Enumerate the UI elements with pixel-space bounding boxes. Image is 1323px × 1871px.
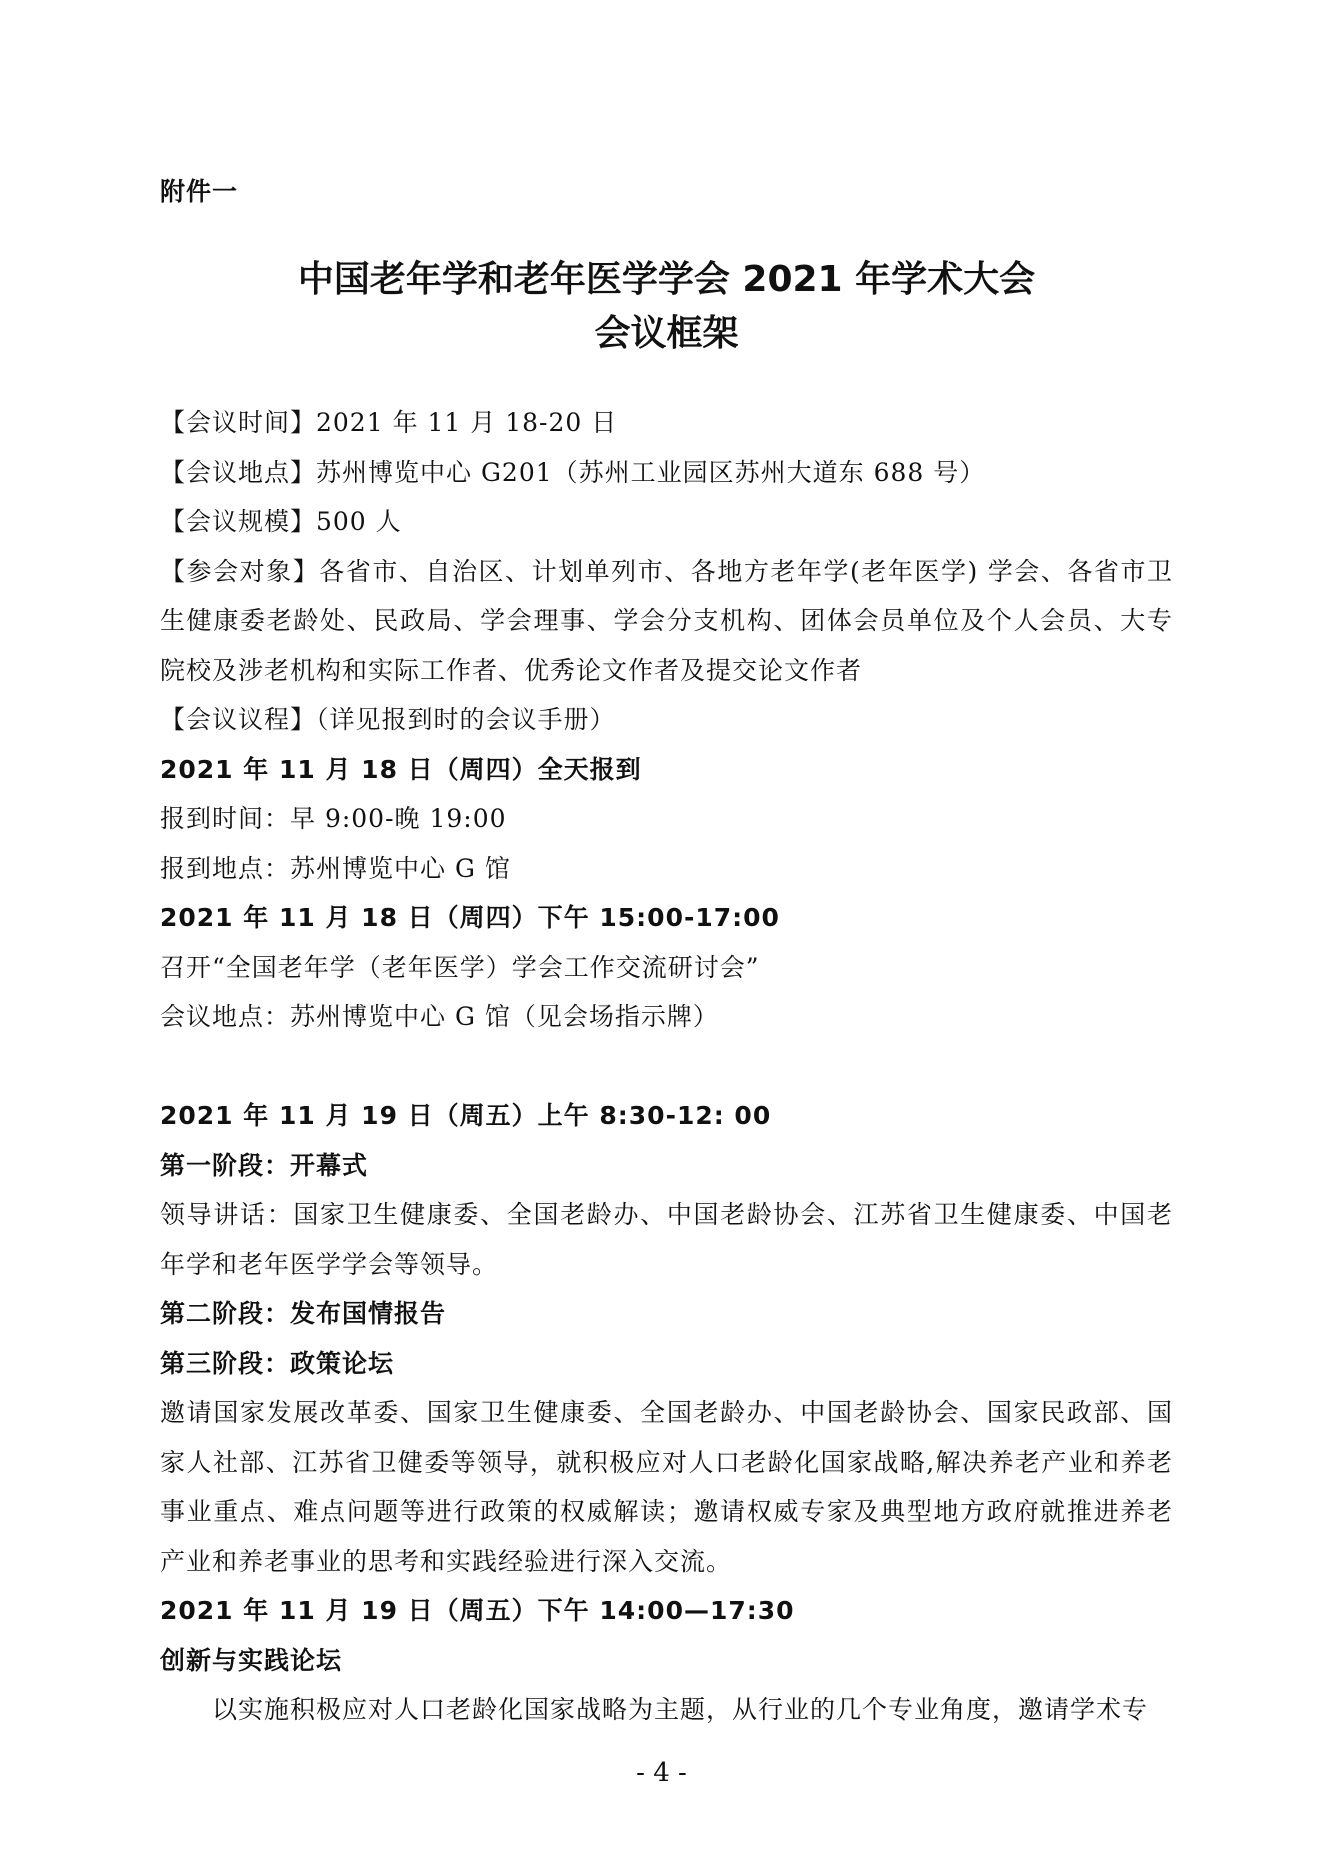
stage1-text: 领导讲话：国家卫生健康委、全国老龄办、中国老龄协会、江苏省卫生健康委、中国老年学和老年医学学会等领导。: [160, 1200, 1173, 1279]
meeting-attendees: 【参会对象】各省市、自治区、计划单列市、各地方老年学(老年医学) 学会、各省市卫生健康委老龄处、民政局、学会理事、学会分支机构、团体会员单位及个人会员、大专院校及涉老机构和实际工作者、优秀论文作者及提交论文作者: [160, 556, 1173, 685]
section-gap: [160, 1042, 1173, 1092]
page-number: - 4 -: [636, 1758, 687, 1788]
stage3-text: 邀请国家发展改革委、国家卫生健康委、全国老龄办、中国老龄协会、国家民政部、国家人社部、江苏省卫健委等领导，就积极应对人口老龄化国家战略,解决养老产业和养老事业重点、难点问题等进行政策的权威解读；邀请权威专家及典型地方政府就推进养老产业和养老事业的思考和实践经验进行深入交流。: [160, 1398, 1173, 1576]
day1-afternoon-heading: 2021 年 11 月 18 日（周四）下午 15:00-17:00: [160, 903, 780, 932]
seminar-place: 会议地点：苏州博览中心 G 馆（见会场指示牌）: [160, 1002, 719, 1031]
attachment-label: 附件一: [160, 177, 239, 206]
stage3-heading: 第三阶段：政策论坛: [160, 1348, 395, 1378]
forum-text: 以实施积极应对人口老龄化国家战略为主题，从行业的几个专业角度，邀请学术专: [212, 1695, 1149, 1724]
document-title: 中国老年学和老年医学学会 2021 年学术大会: [297, 259, 1036, 300]
registration-place: 报到地点：苏州博览中心 G 馆: [160, 853, 511, 883]
day1-heading: 2021 年 11 月 18 日（周四）全天报到: [160, 754, 642, 784]
day2-afternoon-heading: 2021 年 11 月 19 日（周五）下午 14:00—17:30: [160, 1596, 795, 1625]
meeting-scale: 【会议规模】500 人: [160, 507, 402, 536]
stage2-heading: 第二阶段：发布国情报告: [160, 1299, 447, 1328]
registration-time: 报到时间：早 9:00-晚 19:00: [160, 804, 507, 833]
document-subtitle: 会议框架: [594, 313, 739, 354]
stage1-heading: 第一阶段：开幕式: [160, 1150, 369, 1180]
day2-morning-heading: 2021 年 11 月 19 日（周五）上午 8:30-12: 00: [160, 1101, 772, 1130]
forum-heading: 创新与实践论坛: [160, 1645, 343, 1675]
meeting-location: 【会议地点】苏州博览中心 G201（苏州工业园区苏州大道东 688 号）: [160, 457, 986, 487]
meeting-agenda: 【会议议程】（详见报到时的会议手册）: [160, 705, 616, 734]
document-body: [160, 398, 1173, 1735]
meeting-time: 【会议时间】2021 年 11 月 18-20 日: [160, 408, 618, 437]
seminar-title: 召开“全国老年学（老年医学）学会工作交流研讨会”: [160, 952, 760, 982]
